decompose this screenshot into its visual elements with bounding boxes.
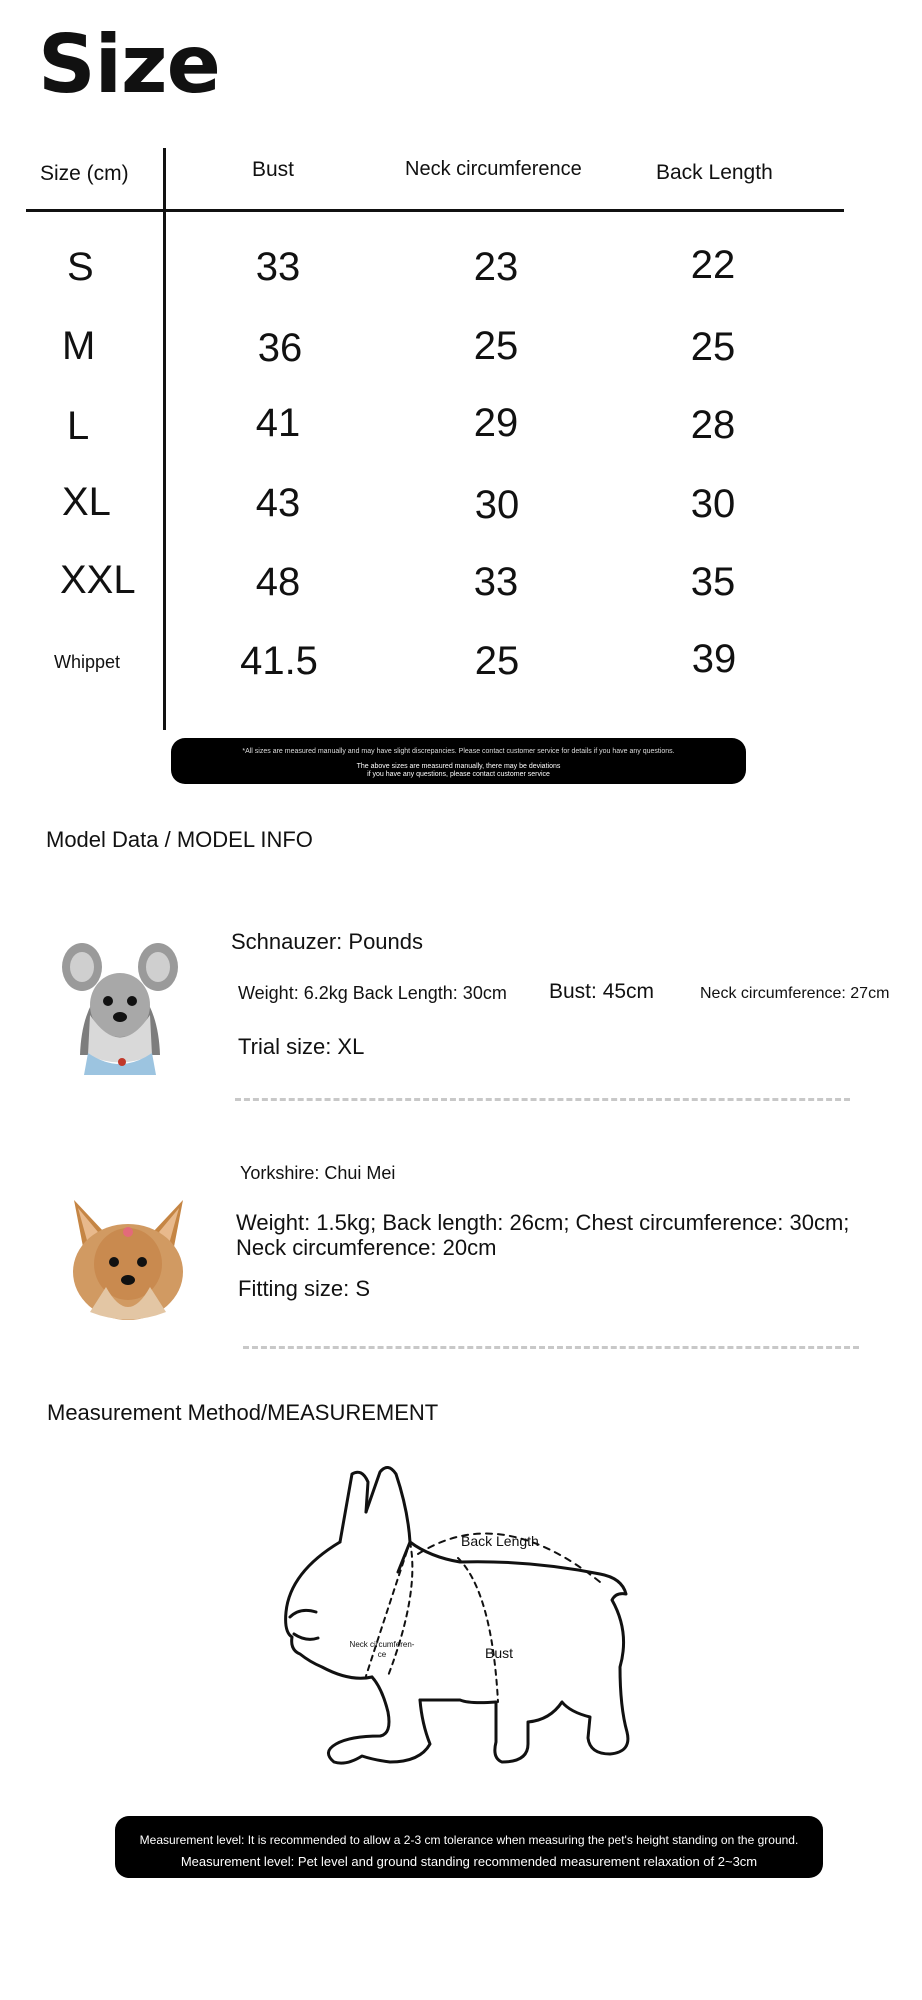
dashed-divider <box>235 1098 850 1101</box>
row-size: Whippet <box>54 652 121 672</box>
row-back: 39 <box>691 637 737 681</box>
row-size: M <box>62 324 96 368</box>
row-bust: 41.5 <box>240 639 318 683</box>
neck-label-line: Neck circumferen- <box>349 1640 415 1649</box>
model-name: Yorkshire: Chui Mei <box>240 1163 396 1183</box>
model-neck: Neck circumference: 27cm <box>700 985 890 1002</box>
row-neck: 30 <box>474 483 520 527</box>
row-size: XL <box>62 480 111 524</box>
row-back: 28 <box>690 403 736 447</box>
row-size: S <box>67 245 94 289</box>
row-neck: 29 <box>473 401 519 445</box>
row-back: 22 <box>690 243 736 287</box>
model-section-title: Model Data / MODEL INFO <box>46 827 313 852</box>
size-disclaimer-note <box>171 738 746 784</box>
measurement-note-line: Measurement level: It is recommended to allow a 2-3 cm tolerance when measuring the pet's height standing on the ground. <box>139 1833 799 1847</box>
neck-label-line: ce <box>377 1650 387 1659</box>
schnauzer-photo <box>60 935 180 1075</box>
table-header-divider <box>26 209 844 212</box>
measurement-section-title: Measurement Method/MEASUREMENT <box>47 1400 439 1425</box>
neck-circumference-label <box>342 1640 422 1660</box>
model-size: Fitting size: S <box>238 1276 371 1301</box>
row-bust: 36 <box>257 326 303 370</box>
dashed-divider <box>243 1346 859 1349</box>
yorkshire-photo <box>66 1192 186 1322</box>
measurement-note <box>115 1816 823 1878</box>
disclaimer-line: *All sizes are measured manually and may have slight discrepancies. Please contact customer service for details if you have any questions. <box>242 748 675 755</box>
model-name: Schnauzer: Pounds <box>231 929 424 954</box>
row-neck: 25 <box>473 324 519 368</box>
back-length-label: Back Length <box>461 1533 539 1549</box>
table-column-divider <box>163 148 166 730</box>
header-bust: Bust <box>252 158 295 181</box>
row-bust: 43 <box>255 481 301 525</box>
row-back: 25 <box>690 325 736 369</box>
row-neck: 23 <box>473 245 519 289</box>
model-size: Trial size: XL <box>238 1034 365 1059</box>
header-size: Size (cm) <box>40 162 129 185</box>
disclaimer-line: if you have any questions, please contact customer service <box>367 771 550 778</box>
row-back: 35 <box>690 560 736 604</box>
row-size: L <box>67 404 90 448</box>
row-neck: 25 <box>474 639 520 683</box>
measurement-note-line: Measurement level: Pet level and ground standing recommended measurement relaxation of 2~3cm <box>180 1854 758 1869</box>
header-neck: Neck circumference <box>405 158 582 180</box>
row-back: 30 <box>690 482 736 526</box>
bust-label: Bust <box>485 1645 514 1661</box>
model-details: Weight: 1.5kg; Back length: 26cm; Chest circumference: 30cm; <box>236 1210 850 1235</box>
disclaimer-line: The above sizes are measured manually, there may be deviations <box>356 763 561 770</box>
dog-measurement-diagram <box>270 1462 650 1792</box>
model-bust: Bust: 45cm <box>549 980 655 1003</box>
row-bust: 41 <box>255 401 301 445</box>
row-neck: 33 <box>473 560 519 604</box>
row-bust: 48 <box>255 560 301 604</box>
model-weight-back: Weight: 6.2kg Back Length: 30cm <box>238 983 507 1003</box>
header-back-length: Back Length <box>656 161 773 184</box>
row-size: XXL <box>60 558 136 602</box>
model-details: Neck circumference: 20cm <box>236 1235 497 1260</box>
page-title: Size <box>38 18 220 111</box>
row-bust: 33 <box>255 245 301 289</box>
